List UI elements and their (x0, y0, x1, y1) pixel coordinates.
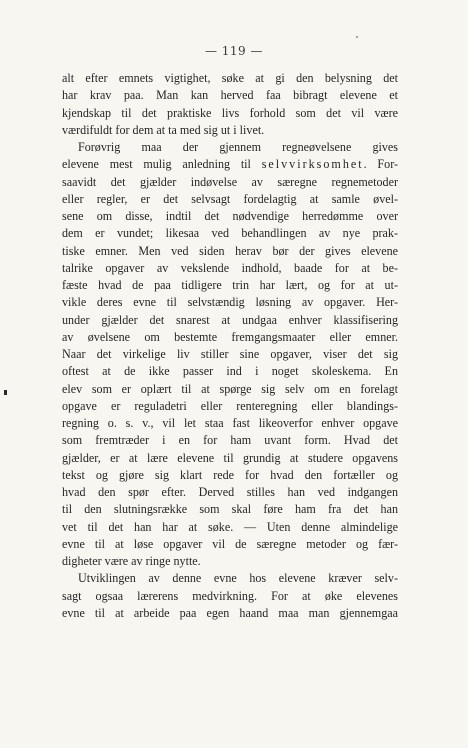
text-line: værdifuldt for dem at ta med sig ut i livet. (62, 122, 265, 137)
paper-speck (356, 36, 358, 38)
text-segment: elevene mest mulig anledning til (62, 157, 262, 172)
text-line: som fremtræder i en for ham uvant form. Hvad det (62, 433, 398, 448)
text-line (62, 156, 398, 173)
text-line: gjælder, er at lære elevene til grundig at studere opgavens (62, 450, 398, 465)
text-line: sene om disse, indtil det nødvendige herredømme over (62, 209, 398, 223)
text-line: regning o. s. v., vil let staa fast likeoverfor enhver opgave (62, 416, 398, 430)
text-line: tiske emner. Men ved siden herav bør der gives elevene (62, 243, 398, 258)
body-text (62, 70, 398, 622)
text-line: sagt ogsaa lærerens medvirkning. For at øke elevenes (62, 588, 398, 603)
text-line: hvad den spør efter. Derved stilles han ved indgangen (62, 485, 398, 499)
text-line: oftest at de ikke passer ind i noget skoleskema. En (62, 364, 398, 379)
text-line: Utviklingen av denne evne hos elevene kræver selv- (78, 571, 398, 586)
text-segment: . For- (363, 157, 399, 172)
margin-mark (4, 390, 7, 395)
text-line: opgave er reguladetri eller renteregning eller blandings- (62, 398, 398, 413)
text-line: evne til at arbeide paa egen haand maa man gjennemgaa (62, 605, 398, 620)
page-number: — 119 — (204, 44, 264, 58)
text-line: kjendskap til det praktiske livs forhold som det vil være (62, 105, 398, 120)
text-line: dem er vundet; likesaa ved behandlingen av nye prak- (62, 226, 398, 241)
text-line: eller regler, er det selvsagt fordelagtig at samle øvel- (62, 191, 398, 206)
text-line: evne til at løse opgaver vil de særegne metoder og fær- (62, 536, 398, 551)
emphasized-word: selvvirksomhet (261, 157, 364, 172)
text-line: har krav paa. Man kan herved faa bibragt elevene et (62, 88, 398, 103)
text-line: saavidt det gjælder indøvelse av særegne regnemetoder (62, 174, 398, 189)
text-line: talrike opgaver av vekslende indhold, baade for at be- (62, 260, 398, 275)
text-line: vet til det han har at søke. — Uten denne almindelige (62, 519, 398, 534)
text-line: elev som er oplært til at spørge sig selv om en forelagt (62, 381, 398, 396)
text-line: Forøvrig maa der gjennem regneøvelsene gives (78, 140, 398, 154)
text-line: til den slutningsrække som skal føre ham fra det han (62, 502, 398, 517)
text-line: under gjælder det snarest at undgaa enhver klassifisering (62, 312, 398, 327)
text-line: vikle deres evne til selvstændig løsning av opgaver. Her- (62, 295, 398, 310)
text-line: digheter være av ringe nytte. (62, 554, 201, 568)
text-line: alt efter emnets vigtighet, søke at gi den belysning det (62, 71, 398, 85)
text-line: tekst og gjøre sig klart rede for hvad den fortæller og (62, 467, 398, 482)
text-line: av øvelsene om bestemte fremgangsmaater eller emner. (62, 329, 398, 344)
text-line: fæste hvad de paa tidligere trin har lært, og for at ut- (62, 278, 398, 292)
text-line: Naar det virkelige liv stiller sine opgaver, viser det sig (62, 347, 398, 361)
